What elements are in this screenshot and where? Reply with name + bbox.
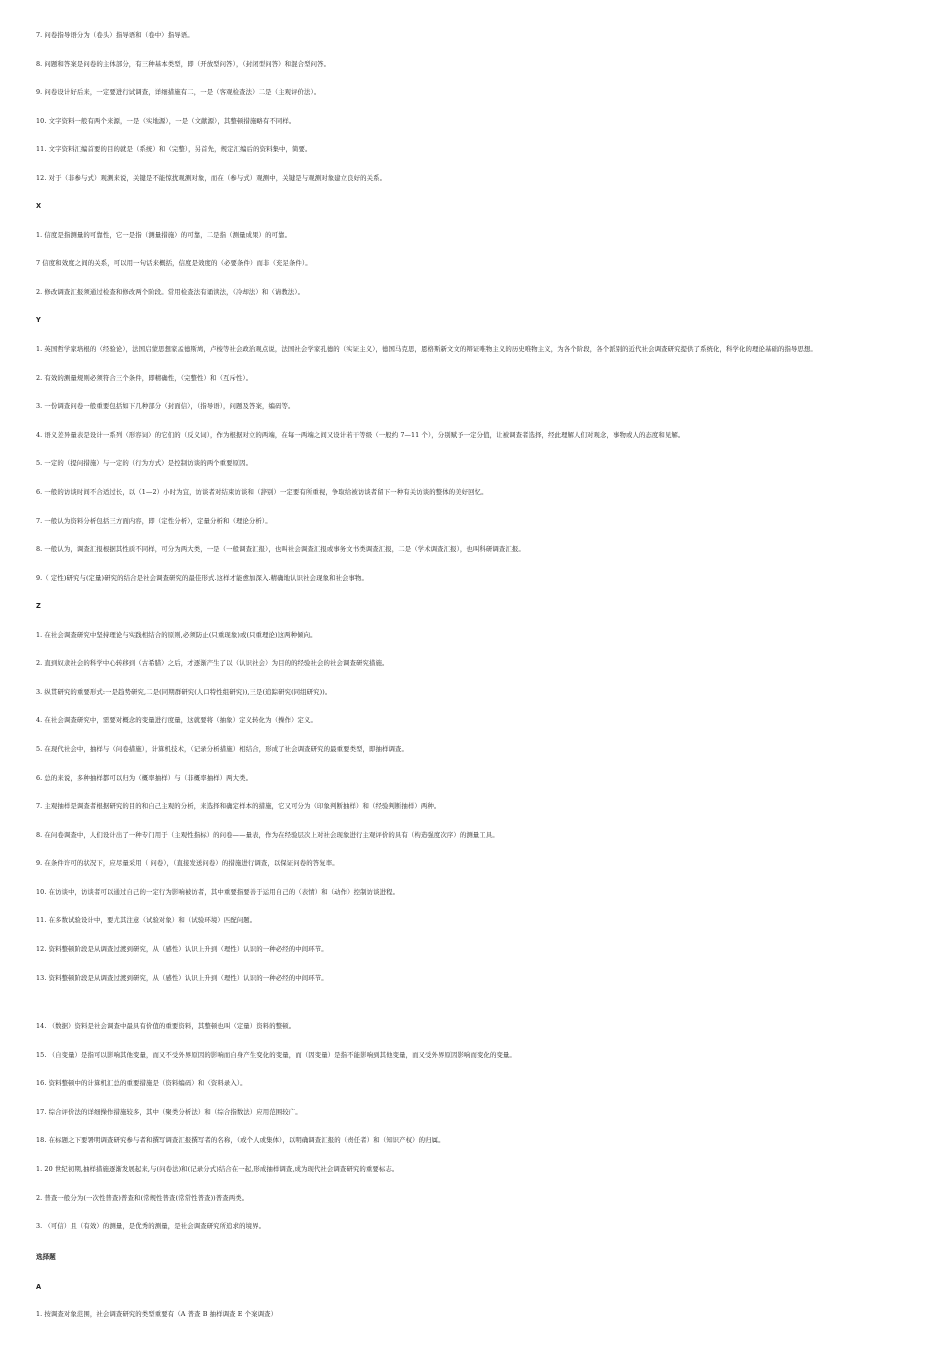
text-line: 13. 资料整顿阶段是从调查过渡到研究，从（感性）认识上升到（理性）认识的一种必经的中间环节。 [36,974,328,982]
text-line: 1. 信度是指测量的可靠性，它一是指（测量措施）的可靠，二是指（测量成果）的可靠。 [36,231,292,239]
text-line: 8. 在问卷调查中，人们设计出了一种专门用于（主观性指标）的问卷——量表，作为在经验层次上对社会现象进行主观评价的具有（构造强度次序）的测量工具。 [36,831,499,839]
text-line: 10. 在访谈中，访谈者可以通过自己的一定行为影响被访者，其中重要指要善于运用自己的（表情）和（动作）控制访谈进程。 [36,888,400,896]
text-line: 1. 按调查对象范围，社会调查研究的类型重要有（A 普查 B 抽样调查 E 个案调查） [36,1310,278,1318]
text-line: 6. 一般的访谈时间不合适过长，以（1—2）小时为宜，访谈者对结束访谈和（辞别）一定要有所重视，争取给被访谈者留下一种有关访谈的整体的美好回忆。 [36,488,488,496]
text-line: 12. 对于（非参与式）观测来说，关键是不能惊扰观测对象，而在（参与式）观测中，关键是与观测对象建立良好的关系。 [36,174,387,182]
text-line: 5. 在现代社会中，抽样与（问卷措施），计算机技术，（记录分析措施）相结合，形成了社会调查研究的最重要类型，即抽样调查。 [36,745,408,753]
text-line: 7. 主观抽样是调查者根据研究的目的和自己主观的分析，来选择和确定样本的措施，它又可分为（印象判断抽样）和（经验判断抽样）两种。 [36,802,441,810]
text-line: 1. 在社会调查研究中坚持理论与实践相结合的原则,必须防止(只重现象)或(只重理论)这两种倾向。 [36,631,317,639]
text-line: 8. 一般认为，调查汇报根据其性质不同样，可分为两大类，一是（一般调查汇报），也叫社会调查汇报或事务文书类调查汇报，二是（学术调查汇报），也叫科研调查汇报。 [36,545,525,553]
section-heading: Z [36,602,41,610]
text-line: 11. 在多数试验设计中，要尤其注意（试验对象）和（试验环境）匹配问题。 [36,916,257,924]
text-line: 2. 修改调查汇报须通过检查和修改两个阶段。常用检查法有诵读法，（冷却法）和（请教法）。 [36,288,305,296]
text-line: 15. （自变量）是指可以影响其他变量，而又不受外界原因的影响而自身产生变化的变量，而（因变量）是指不能影响到其他变量，而又受外界原因影响而变化的变量。 [36,1051,516,1059]
text-line: 1. 20 世纪初期,抽样措施逐渐发展起来,与(问卷法)和(记录分式)结合在一起,形成抽样调查,成为现代社会调查研究的重要标志。 [36,1165,399,1173]
text-line: 6. 总的来说，多种抽样都可以归为（概率抽样）与（非概率抽样）两大类。 [36,774,253,782]
text-line: 3. 一份调查问卷一般重要包括如下几种部分（封面信），（指导语），问题及答案，编码等。 [36,402,295,410]
text-line: 8. 问题和答案是问卷的主体部分，有三种基本类型，即（开放型问答），（封闭型问答）和混合型问答。 [36,60,331,68]
text-line: 11. 文字资料汇编首要的目的就是（系统）和（完整），另首先，规定汇编后的资料集中，简要。 [36,145,312,153]
text-line: 2. 有效的测量规则必须符合三个条件，即精确性，（完整性）和（互斥性）。 [36,374,253,382]
text-line: 1. 英国哲学家培根的（经验论），法国启蒙思想家孟德斯鸠，卢梭等社会政治观点说，法国社会学家孔德的（实证主义），德国马克思，恩格斯新文文的辩证唯物主义的历史唯物主义，为各个阶段，各个派别的近代社会调查研究提供了系统化，科学化的理论基础的指导思想。 [36,345,817,353]
text-line: 9. 问卷设计好后来，一定要进行试调查，详细措施有二，一是（客观检查法）二是（主观评价法）。 [36,88,321,96]
text-line: 10. 文字资料一般有两个来源，一是（实地源），一是（文献源），其整顿措施略有不同样。 [36,117,296,125]
text-line: 5. 一定的（提问措施）与一定的（行为方式）是控制访谈的两个重要原因。 [36,459,253,467]
text-line: 12. 资料整顿阶段是从调查过渡到研究，从（感性）认识上升到（理性）认识的一种必经的中间环节。 [36,945,328,953]
section-heading: Y [36,316,41,324]
text-line: 7. 一般认为资料分析包括三方面内容，即（定性分析），定量分析和（理论分析）。 [36,517,272,525]
text-line: 3. （可信）且（有效）的测量，是优秀的测量，是社会调查研究所追求的境界。 [36,1222,266,1230]
text-line: 2. 普查一般分为(一次性普查)普查和(常规性普查(常常性普查))普查两类。 [36,1194,249,1202]
section-heading: X [36,202,42,210]
text-line: 3. 纵贯研究的重要形式:一是趋势研究,二是(同期群研究(人口特性组研究)),三是(追踪研究(同组研究))。 [36,688,332,696]
section-heading: 选择题 [36,1253,56,1261]
text-line: 9. 在条件许可的状况下，应尽量采用（ 问卷），（直接发送问卷）的措施进行调查，以保证问卷的答复率。 [36,859,339,867]
text-line: 14. （数据）资料是社会调查中最具有价值的重要资料，其整顿也叫（定量）资料的整顿。 [36,1022,296,1030]
text-line: 7 信度和效度之间的关系，可以用一句话来概括，信度是效度的（必要条件）而非（充足条件）。 [36,259,312,267]
text-line: 2. 直到奴隶社会的科学中心转移到（古希腊）之后，才逐渐产生了以（认识社会）为目的的经验社会的社会调查研究措施。 [36,659,389,667]
text-line: 17. 综合评价法的详细操作措施较多，其中（聚类分析法）和（综合指数法）应用范围较广。 [36,1108,302,1116]
text-line: 7. 问卷指导语分为（卷头）指导语和（卷中）指导语。 [36,31,194,39]
text-line: 4. 语义差异量表是设计一系列（形容词）的它们的（反义词），作为根据对立的两端，在每一两端之间又设计若干等级（一般约 7—11 个），分别赋予一定分值，让被调查者选择，经此理解人们对观念，事物或人的态度和见解。 [36,431,685,439]
text-line: 16. 资料整顿中的计算机汇总的重要措施是（资料编码）和（资料录入）。 [36,1079,247,1087]
text-line: 9.（ 定性)研究与(定量)研究的结合是社会调查研究的最佳形式.这样才能愈加深入.精确地认识社会现象和社会事物。 [36,574,369,582]
text-line: 18. 在标题之下要署明调查研究参与者和撰写调查汇报撰写者的名称，（或个人或集体），以明确调查汇报的（责任者）和（知识产权）的归属。 [36,1136,445,1144]
text-line: 4. 在社会调查研究中，需要对概念的变量进行度量，这就要将（抽象）定义转化为（操作）定义。 [36,716,318,724]
section-heading: A [36,1283,42,1291]
